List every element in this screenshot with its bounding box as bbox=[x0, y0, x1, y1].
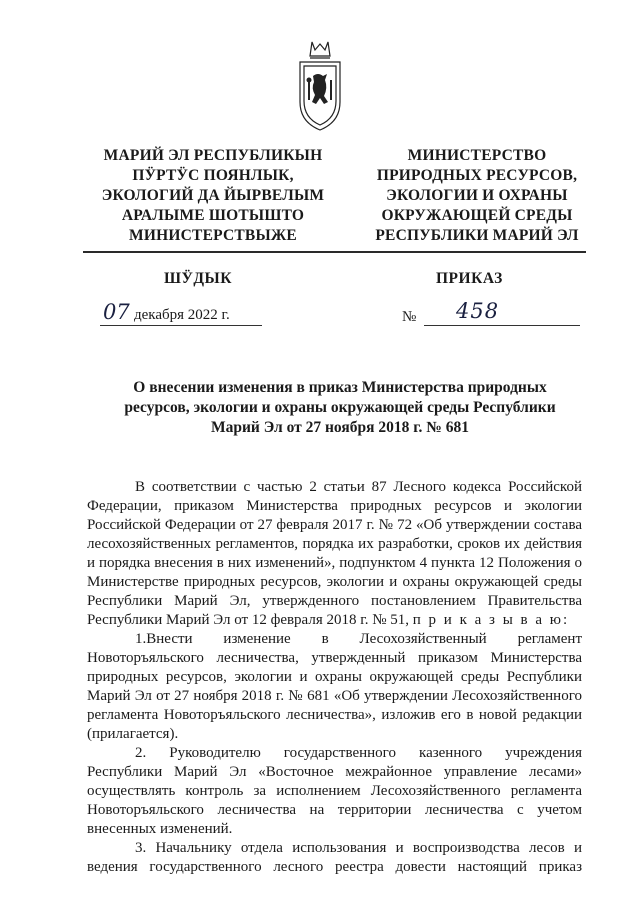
header-left-line: МАРИЙ ЭЛ РЕСПУБЛИКЫН bbox=[103, 147, 323, 164]
intro-text: В соответствии с частью 2 статьи 87 Лесного кодекса Российской Федерации, приказом Министерства природных ресурсов и экологии Российской Федерации от 27 февраля 2017 г. № 72 «Об утверждении состава лесохозяйственных регламентов, порядка их разработки, сроков их действия и порядка внесения в них изменений», подпунктом 4 пункта 12 Положения о Министерстве природных ресурсов, экологии и охраны окружающей среды Республики Марий Эл, утвержденного постановлением Правительства Республики Марий Эл от 12 февраля 2018 г. № 51, bbox=[87, 479, 582, 628]
header-russian-name bbox=[352, 146, 602, 246]
header-right-line: ЭКОЛОГИИ И ОХРАНЫ bbox=[386, 187, 568, 204]
order-date bbox=[100, 300, 262, 326]
header-left-line: ЭКОЛОГИЙ ДА ЙЫРВЕЛЫМ bbox=[101, 187, 325, 204]
header-left-line: МИНИСТЕРСТВЫЖЕ bbox=[129, 227, 297, 244]
title-line: ресурсов, экологии и охраны окружающей среды Республики bbox=[124, 399, 556, 416]
order-title bbox=[100, 378, 580, 438]
header-right-line: МИНИСТЕРСТВО bbox=[407, 147, 547, 164]
header-left-line: АРАЛЫМЕ ШОТЫШТО bbox=[121, 207, 305, 224]
intro-orders: п р и к а з ы в а ю: bbox=[412, 612, 570, 628]
title-line: О внесении изменения в приказ Министерства природных bbox=[133, 379, 547, 396]
order-number bbox=[424, 299, 580, 326]
body-paragraph-1: 1.Внести изменение в Лесохозяйственный регламент Новоторъяльского лесничества, утвержденный приказом Министерства природных ресурсов, экологии и охраны окружающей среды Республики Марий Эл от 27 ноября 2018 г. № 681 «Об утверждении Лесохозяйственного регламента Новоторъяльского лесничества», изложив его в новой редакции (прилагается). bbox=[87, 631, 582, 742]
body-paragraph-3: 3. Начальнику отдела использования и воспроизводства лесов и ведения государственного лесного реестра довести настоящий приказ bbox=[87, 840, 582, 875]
body-intro bbox=[87, 478, 582, 630]
header-mari-name bbox=[88, 146, 338, 246]
coat-of-arms-emblem bbox=[294, 38, 346, 134]
header-right-line: РЕСПУБЛИКИ МАРИЙ ЭЛ bbox=[375, 227, 579, 244]
date-day-handwritten: 07 bbox=[103, 300, 130, 324]
number-sign: № bbox=[402, 309, 417, 325]
header-divider bbox=[83, 251, 586, 253]
date-month-year: декабря 2022 г. bbox=[134, 307, 230, 323]
title-line: Марий Эл от 27 ноября 2018 г. № 681 bbox=[210, 419, 470, 436]
order-body bbox=[87, 478, 582, 877]
body-paragraph-2: 2. Руководителю государственного казенного учреждения Республики Марий Эл «Восточное межрайонное управление лесами» осуществлять контроль за исполнением Лесохозяйственного регламента Новоторъяльского лесничества на территории лесничества с учетом внесенных изменений. bbox=[87, 745, 582, 837]
doc-type-mari: ШӰДЫК bbox=[164, 270, 233, 287]
header-right-line: ПРИРОДНЫХ РЕСУРСОВ, bbox=[376, 167, 578, 184]
number-handwritten: 458 bbox=[456, 299, 500, 323]
doc-type-russian: ПРИКАЗ bbox=[436, 270, 503, 287]
header-left-line: ПӰРТӰС ПОЯНЛЫК, bbox=[132, 167, 294, 184]
header-right-line: ОКРУЖАЮЩЕЙ СРЕДЫ bbox=[381, 207, 573, 224]
